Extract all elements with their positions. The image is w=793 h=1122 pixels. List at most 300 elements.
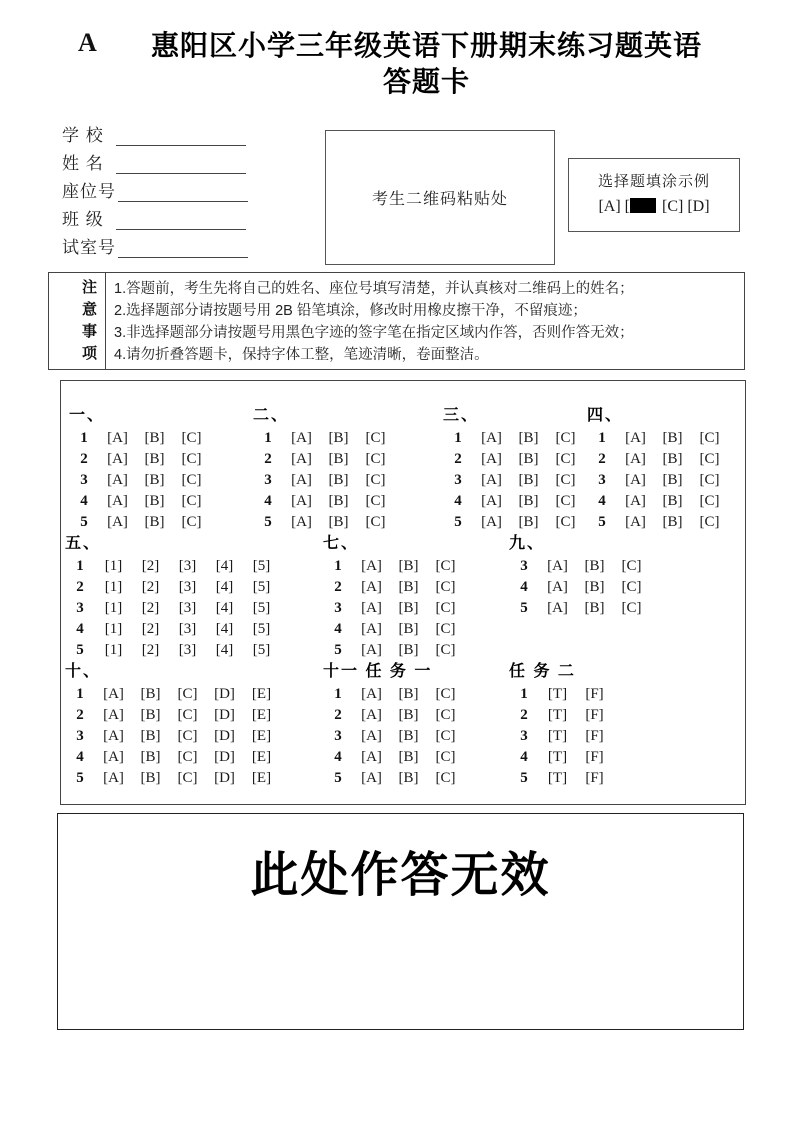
section-title: 十、	[65, 663, 102, 680]
bubble-option[interactable]: [B]	[140, 686, 161, 702]
question-number: 1	[598, 430, 606, 446]
question-number: 1	[454, 430, 462, 446]
question-number: 2	[454, 451, 462, 467]
question-number: 1	[76, 558, 84, 574]
answer-row	[69, 512, 210, 533]
bubble-option[interactable]: [C]	[699, 493, 720, 509]
bubble-option[interactable]: [A]	[625, 472, 646, 488]
bubble-option[interactable]: [C]	[621, 600, 642, 616]
section-title: 二、	[253, 407, 290, 424]
field-name-input[interactable]	[116, 156, 246, 174]
bubble-option[interactable]: [C]	[177, 749, 198, 765]
bubble-option[interactable]: [C]	[181, 472, 202, 488]
bubble-option[interactable]: [T]	[547, 770, 568, 786]
bubble-option[interactable]: [E]	[251, 686, 272, 702]
answer-row	[65, 556, 280, 577]
answer-row	[253, 491, 394, 512]
answer-row	[509, 705, 613, 726]
notice-item-3: 3.非选择题部分请按题号用黑色字迹的签字笔在指定区域内作答，否则作答无效；	[114, 325, 634, 341]
bubble-option[interactable]: [A]	[291, 430, 312, 446]
answer-section-2	[253, 406, 394, 533]
bubble-option[interactable]: [C]	[699, 472, 720, 488]
bubble-option[interactable]: [B]	[398, 749, 419, 765]
bubble-option[interactable]: [A]	[361, 728, 382, 744]
question-number: 2	[76, 579, 84, 595]
fill-example-title: 选择题填涂示例	[597, 173, 710, 190]
bubble-option[interactable]: [E]	[251, 770, 272, 786]
filled-bubble-mark	[630, 198, 656, 213]
question-number: 2	[264, 451, 272, 467]
bubble-option[interactable]: [B]	[518, 430, 539, 446]
bubble-option[interactable]: [A]	[481, 430, 502, 446]
question-number: 5	[334, 642, 342, 658]
bubble-option[interactable]: [C]	[699, 430, 720, 446]
answer-row	[323, 705, 464, 726]
bubble-option[interactable]: [C]	[435, 558, 456, 574]
bubble-option[interactable]: [B]	[398, 642, 419, 658]
bubble-option[interactable]: [A]	[103, 770, 124, 786]
bubble-option[interactable]: [A]	[103, 707, 124, 723]
bubble-option[interactable]: [3]	[178, 579, 197, 595]
question-number: 5	[76, 642, 84, 658]
bubble-option[interactable]: [C]	[177, 707, 198, 723]
bubble-option[interactable]: [4]	[215, 621, 234, 637]
answer-row	[587, 512, 728, 533]
bubble-option[interactable]: [T]	[547, 707, 568, 723]
bubble-option[interactable]: [A]	[547, 558, 568, 574]
bubble-option[interactable]: [C]	[555, 493, 576, 509]
bubble-option[interactable]: [A]	[481, 514, 502, 530]
bubble-option[interactable]: [C]	[177, 728, 198, 744]
bubble-option[interactable]: [B]	[398, 579, 419, 595]
field-class	[62, 202, 248, 230]
question-number: 4	[76, 621, 84, 637]
bubble-option[interactable]: [B]	[662, 493, 683, 509]
bubble-option[interactable]: [B]	[144, 493, 165, 509]
bubble-option[interactable]: [C]	[435, 770, 456, 786]
bubble-option[interactable]: [A]	[361, 770, 382, 786]
field-class-input[interactable]	[116, 212, 246, 230]
bubble-option[interactable]: [B]	[662, 430, 683, 446]
bubble-option[interactable]: [A]	[361, 686, 382, 702]
bubble-option[interactable]: [4]	[215, 579, 234, 595]
bubble-option[interactable]: [C]	[181, 430, 202, 446]
bubble-option[interactable]: [4]	[215, 600, 234, 616]
notice-vertical-label	[49, 273, 106, 369]
qr-code-paste-area	[325, 130, 555, 265]
bubble-option[interactable]: [A]	[481, 472, 502, 488]
bubble-option[interactable]: [B]	[662, 451, 683, 467]
answer-row	[65, 640, 280, 661]
question-number: 1	[76, 686, 84, 702]
bubble-option[interactable]: [F]	[585, 686, 604, 702]
bubble-option[interactable]: [B]	[398, 686, 419, 702]
bubble-option[interactable]: [B]	[398, 558, 419, 574]
bubble-option[interactable]: [B]	[328, 430, 349, 446]
answer-row	[323, 619, 464, 640]
bubble-option[interactable]: [A]	[625, 514, 646, 530]
field-room-number-label: 试室号	[62, 238, 116, 257]
question-number: 2	[520, 707, 528, 723]
bubble-option[interactable]: [1]	[104, 558, 123, 574]
bubble-option[interactable]: [A]	[481, 493, 502, 509]
bubble-option[interactable]: [A]	[481, 451, 502, 467]
bubble-option[interactable]: [D]	[214, 707, 235, 723]
bubble-option[interactable]: [C]	[435, 707, 456, 723]
bubble-option[interactable]: [C]	[699, 514, 720, 530]
notice-box	[48, 272, 745, 370]
bubble-option[interactable]: [T]	[547, 728, 568, 744]
question-number: 1	[264, 430, 272, 446]
question-number: 3	[80, 472, 88, 488]
answer-row	[509, 684, 613, 705]
notice-item-4: 4.请勿折叠答题卡，保持字体工整，笔迹清晰，卷面整洁。	[114, 347, 489, 363]
question-number: 1	[520, 686, 528, 702]
bubble-option[interactable]: [C]	[555, 451, 576, 467]
field-school-input[interactable]	[116, 128, 246, 146]
section-title: 七、	[323, 535, 360, 552]
bubble-option[interactable]: [A]	[107, 493, 128, 509]
answer-row	[323, 556, 464, 577]
bubble-option[interactable]: [C]	[435, 728, 456, 744]
field-room-number-input[interactable]	[118, 240, 248, 258]
bubble-option[interactable]: [F]	[585, 749, 604, 765]
bubble-option[interactable]: [A]	[361, 579, 382, 595]
bubble-option[interactable]: [2]	[141, 621, 160, 637]
question-number: 1	[334, 558, 342, 574]
bubble-option[interactable]: [B]	[584, 579, 605, 595]
bubble-option[interactable]: [5]	[252, 621, 271, 637]
bubble-option[interactable]: [A]	[361, 707, 382, 723]
answer-row	[69, 470, 210, 491]
answer-row	[323, 684, 464, 705]
notice-char: 意	[81, 301, 97, 318]
question-number: 4	[80, 493, 88, 509]
bubble-option[interactable]: [B]	[584, 558, 605, 574]
page-title-line2: 答题卡	[382, 66, 470, 97]
answer-section-1	[69, 406, 210, 533]
field-school-label: 学 校	[62, 126, 104, 145]
bubble-option[interactable]: [B]	[662, 472, 683, 488]
answer-row	[323, 598, 464, 619]
section-title: 九、	[509, 535, 546, 552]
fill-example-box	[568, 158, 740, 232]
bubble-option[interactable]: [5]	[252, 579, 271, 595]
question-number: 2	[334, 579, 342, 595]
answer-row	[65, 705, 280, 726]
version-letter: A	[78, 28, 97, 57]
answer-row	[253, 428, 394, 449]
answer-row	[69, 491, 210, 512]
bubble-option[interactable]: [B]	[144, 430, 165, 446]
bubble-option[interactable]: [A]	[291, 514, 312, 530]
bubble-option[interactable]: [A]	[107, 472, 128, 488]
bubble-option[interactable]: [A]	[361, 558, 382, 574]
student-info-fields	[62, 118, 248, 258]
bubble-option[interactable]: [4]	[215, 558, 234, 574]
question-number: 1	[80, 430, 88, 446]
section-title: 十一 任 务 一	[323, 663, 433, 680]
answer-section-7	[323, 534, 464, 661]
answer-row	[443, 512, 584, 533]
bubble-option[interactable]: [1]	[104, 621, 123, 637]
section-title: 四、	[587, 407, 624, 424]
bubble-option[interactable]: [2]	[141, 642, 160, 658]
bubble-option[interactable]: [B]	[328, 493, 349, 509]
bubble-option[interactable]: [F]	[585, 770, 604, 786]
bubble-option[interactable]: [B]	[398, 621, 419, 637]
answer-row	[253, 512, 394, 533]
bubble-option[interactable]: [C]	[435, 749, 456, 765]
bubble-option[interactable]: [B]	[398, 728, 419, 744]
bubble-option[interactable]: [E]	[251, 728, 272, 744]
question-number: 5	[264, 514, 272, 530]
bubble-option[interactable]: [A]	[103, 686, 124, 702]
answer-row	[323, 726, 464, 747]
field-room-number	[62, 230, 248, 258]
bubble-option[interactable]: [F]	[585, 728, 604, 744]
answer-section-task2	[509, 662, 613, 789]
question-number: 5	[520, 770, 528, 786]
bubble-option[interactable]: [A]	[625, 493, 646, 509]
question-number: 5	[80, 514, 88, 530]
question-number: 5	[454, 514, 462, 530]
bubble-option[interactable]: [C]	[365, 493, 386, 509]
answer-row	[443, 449, 584, 470]
question-number: 4	[334, 621, 342, 637]
bubble-option[interactable]: [T]	[547, 749, 568, 765]
bubble-option[interactable]: [C]	[365, 472, 386, 488]
notice-item-2: 2.选择题部分请按题号用 2B 铅笔填涂，修改时用橡皮擦干净，不留痕迹；	[114, 303, 587, 319]
invalid-answer-area	[57, 813, 744, 1030]
bubble-option[interactable]: [B]	[398, 770, 419, 786]
question-number: 4	[520, 579, 528, 595]
question-number: 4	[76, 749, 84, 765]
answer-section-9	[509, 534, 650, 619]
bubble-option[interactable]: [A]	[361, 621, 382, 637]
bubble-option[interactable]: [B]	[144, 472, 165, 488]
bubble-option[interactable]: [E]	[251, 707, 272, 723]
bubble-option[interactable]: [B]	[328, 514, 349, 530]
question-number: 5	[334, 770, 342, 786]
qr-code-paste-label: 考生二维码粘贴处	[371, 191, 508, 208]
bubble-option[interactable]: [A]	[103, 749, 124, 765]
bubble-option[interactable]: [5]	[252, 600, 271, 616]
answer-row	[69, 428, 210, 449]
bubble-option[interactable]: [C]	[177, 770, 198, 786]
bubble-option[interactable]: [B]	[328, 451, 349, 467]
answer-row	[443, 470, 584, 491]
bubble-option[interactable]: [A]	[107, 451, 128, 467]
bubble-option[interactable]: [B]	[140, 707, 161, 723]
question-number: 4	[598, 493, 606, 509]
bubble-option[interactable]: [B]	[328, 472, 349, 488]
bubble-option[interactable]: [A]	[361, 749, 382, 765]
question-number: 3	[264, 472, 272, 488]
question-number: 3	[520, 728, 528, 744]
answer-row	[587, 470, 728, 491]
bubble-option[interactable]: [C]	[181, 514, 202, 530]
question-number: 2	[334, 707, 342, 723]
bubble-option[interactable]: [A]	[107, 430, 128, 446]
answer-row	[509, 577, 650, 598]
bubble-option[interactable]: [C]	[181, 493, 202, 509]
answer-row	[323, 747, 464, 768]
bubble-option[interactable]: [C]	[435, 686, 456, 702]
question-number: 3	[76, 600, 84, 616]
field-seat-number	[62, 174, 248, 202]
answer-row	[253, 449, 394, 470]
bubble-option[interactable]: [C]	[699, 451, 720, 467]
bubble-option[interactable]: [B]	[398, 707, 419, 723]
bubble-option[interactable]: [B]	[518, 451, 539, 467]
bubble-option[interactable]: [B]	[518, 472, 539, 488]
answer-row	[65, 598, 280, 619]
bubble-option[interactable]: [A]	[291, 493, 312, 509]
answer-grid-box	[60, 380, 746, 805]
notice-char: 事	[81, 323, 97, 340]
question-number: 5	[76, 770, 84, 786]
answer-row	[323, 640, 464, 661]
bubble-option[interactable]: [A]	[547, 600, 568, 616]
field-school	[62, 118, 248, 146]
bubble-option[interactable]: [5]	[252, 642, 271, 658]
question-number: 3	[454, 472, 462, 488]
answer-row	[65, 684, 280, 705]
bubble-option[interactable]: [B]	[144, 514, 165, 530]
bubble-option[interactable]: [D]	[214, 686, 235, 702]
field-seat-number-input[interactable]	[118, 184, 248, 202]
bubble-option[interactable]: [F]	[585, 707, 604, 723]
bubble-option[interactable]: [A]	[625, 430, 646, 446]
bubble-option[interactable]: [B]	[662, 514, 683, 530]
bubble-option[interactable]: [B]	[140, 728, 161, 744]
fill-example-before: [A] [	[598, 198, 630, 215]
bubble-option[interactable]: [C]	[435, 600, 456, 616]
notice-items	[106, 273, 744, 369]
bubble-option[interactable]: [B]	[398, 600, 419, 616]
answer-row	[65, 619, 280, 640]
bubble-option[interactable]: [3]	[178, 621, 197, 637]
bubble-option[interactable]: [C]	[365, 514, 386, 530]
answer-row	[509, 768, 613, 789]
bubble-option[interactable]: [A]	[103, 728, 124, 744]
bubble-option[interactable]: [B]	[144, 451, 165, 467]
bubble-option[interactable]: [2]	[141, 579, 160, 595]
bubble-option[interactable]: [D]	[214, 770, 235, 786]
fill-example-after: [C] [D]	[662, 198, 710, 215]
question-number: 3	[76, 728, 84, 744]
question-number: 4	[264, 493, 272, 509]
field-seat-number-label: 座位号	[62, 182, 116, 201]
bubble-option[interactable]: [2]	[141, 600, 160, 616]
answer-section-5	[65, 534, 280, 661]
bubble-option[interactable]: [D]	[214, 749, 235, 765]
question-number: 2	[80, 451, 88, 467]
page-title	[70, 28, 783, 100]
question-number: 3	[598, 472, 606, 488]
bubble-option[interactable]: [B]	[518, 514, 539, 530]
question-number: 4	[334, 749, 342, 765]
bubble-option[interactable]: [A]	[361, 642, 382, 658]
bubble-option[interactable]: [C]	[435, 621, 456, 637]
bubble-option[interactable]: [A]	[291, 451, 312, 467]
bubble-option[interactable]: [C]	[435, 579, 456, 595]
bubble-option[interactable]: [B]	[140, 770, 161, 786]
answer-row	[587, 428, 728, 449]
fill-example-line	[569, 198, 739, 216]
answer-row	[65, 577, 280, 598]
field-name	[62, 146, 248, 174]
question-number: 5	[598, 514, 606, 530]
bubble-option[interactable]: [3]	[178, 600, 197, 616]
bubble-option[interactable]: [C]	[181, 451, 202, 467]
section-title: 一、	[69, 407, 106, 424]
notice-item-1: 1.答题前，考生先将自己的姓名、座位号填写清楚，并认真核对二维码上的姓名；	[114, 281, 634, 297]
answer-row	[509, 556, 650, 577]
question-number: 3	[334, 600, 342, 616]
answer-row	[509, 726, 613, 747]
notice-char: 项	[81, 345, 97, 362]
answer-row	[587, 491, 728, 512]
answer-row	[587, 449, 728, 470]
answer-row	[65, 726, 280, 747]
bubble-option[interactable]: [C]	[177, 686, 198, 702]
answer-row	[323, 577, 464, 598]
bubble-option[interactable]: [A]	[361, 600, 382, 616]
answer-row	[509, 598, 650, 619]
answer-row	[323, 768, 464, 789]
bubble-option[interactable]: [A]	[291, 472, 312, 488]
bubble-option[interactable]: [3]	[178, 558, 197, 574]
bubble-option[interactable]: [A]	[547, 579, 568, 595]
bubble-option[interactable]: [A]	[625, 451, 646, 467]
question-number: 3	[334, 728, 342, 744]
field-class-label: 班 级	[62, 210, 104, 229]
bubble-option[interactable]: [C]	[365, 451, 386, 467]
question-number: 1	[334, 686, 342, 702]
bubble-option[interactable]: [1]	[104, 600, 123, 616]
answer-row	[443, 491, 584, 512]
bubble-option[interactable]: [B]	[584, 600, 605, 616]
bubble-option[interactable]: [E]	[251, 749, 272, 765]
bubble-option[interactable]: [D]	[214, 728, 235, 744]
invalid-answer-text: 此处作答无效	[250, 849, 551, 902]
bubble-option[interactable]: [4]	[215, 642, 234, 658]
bubble-option[interactable]: [2]	[141, 558, 160, 574]
bubble-option[interactable]: [A]	[107, 514, 128, 530]
bubble-option[interactable]: [T]	[547, 686, 568, 702]
bubble-option[interactable]: [1]	[104, 579, 123, 595]
bubble-option[interactable]: [C]	[621, 579, 642, 595]
bubble-option[interactable]: [C]	[555, 514, 576, 530]
bubble-option[interactable]: [5]	[252, 558, 271, 574]
bubble-option[interactable]: [C]	[365, 430, 386, 446]
answer-row	[65, 768, 280, 789]
bubble-option[interactable]: [3]	[178, 642, 197, 658]
answer-row	[65, 747, 280, 768]
bubble-option[interactable]: [C]	[621, 558, 642, 574]
question-number: 4	[520, 749, 528, 765]
answer-section-4	[587, 406, 728, 533]
bubble-option[interactable]: [1]	[104, 642, 123, 658]
bubble-option[interactable]: [B]	[140, 749, 161, 765]
bubble-option[interactable]: [C]	[555, 430, 576, 446]
bubble-option[interactable]: [C]	[555, 472, 576, 488]
bubble-option[interactable]: [B]	[518, 493, 539, 509]
section-title: 任 务 二	[509, 663, 576, 680]
bubble-option[interactable]: [C]	[435, 642, 456, 658]
